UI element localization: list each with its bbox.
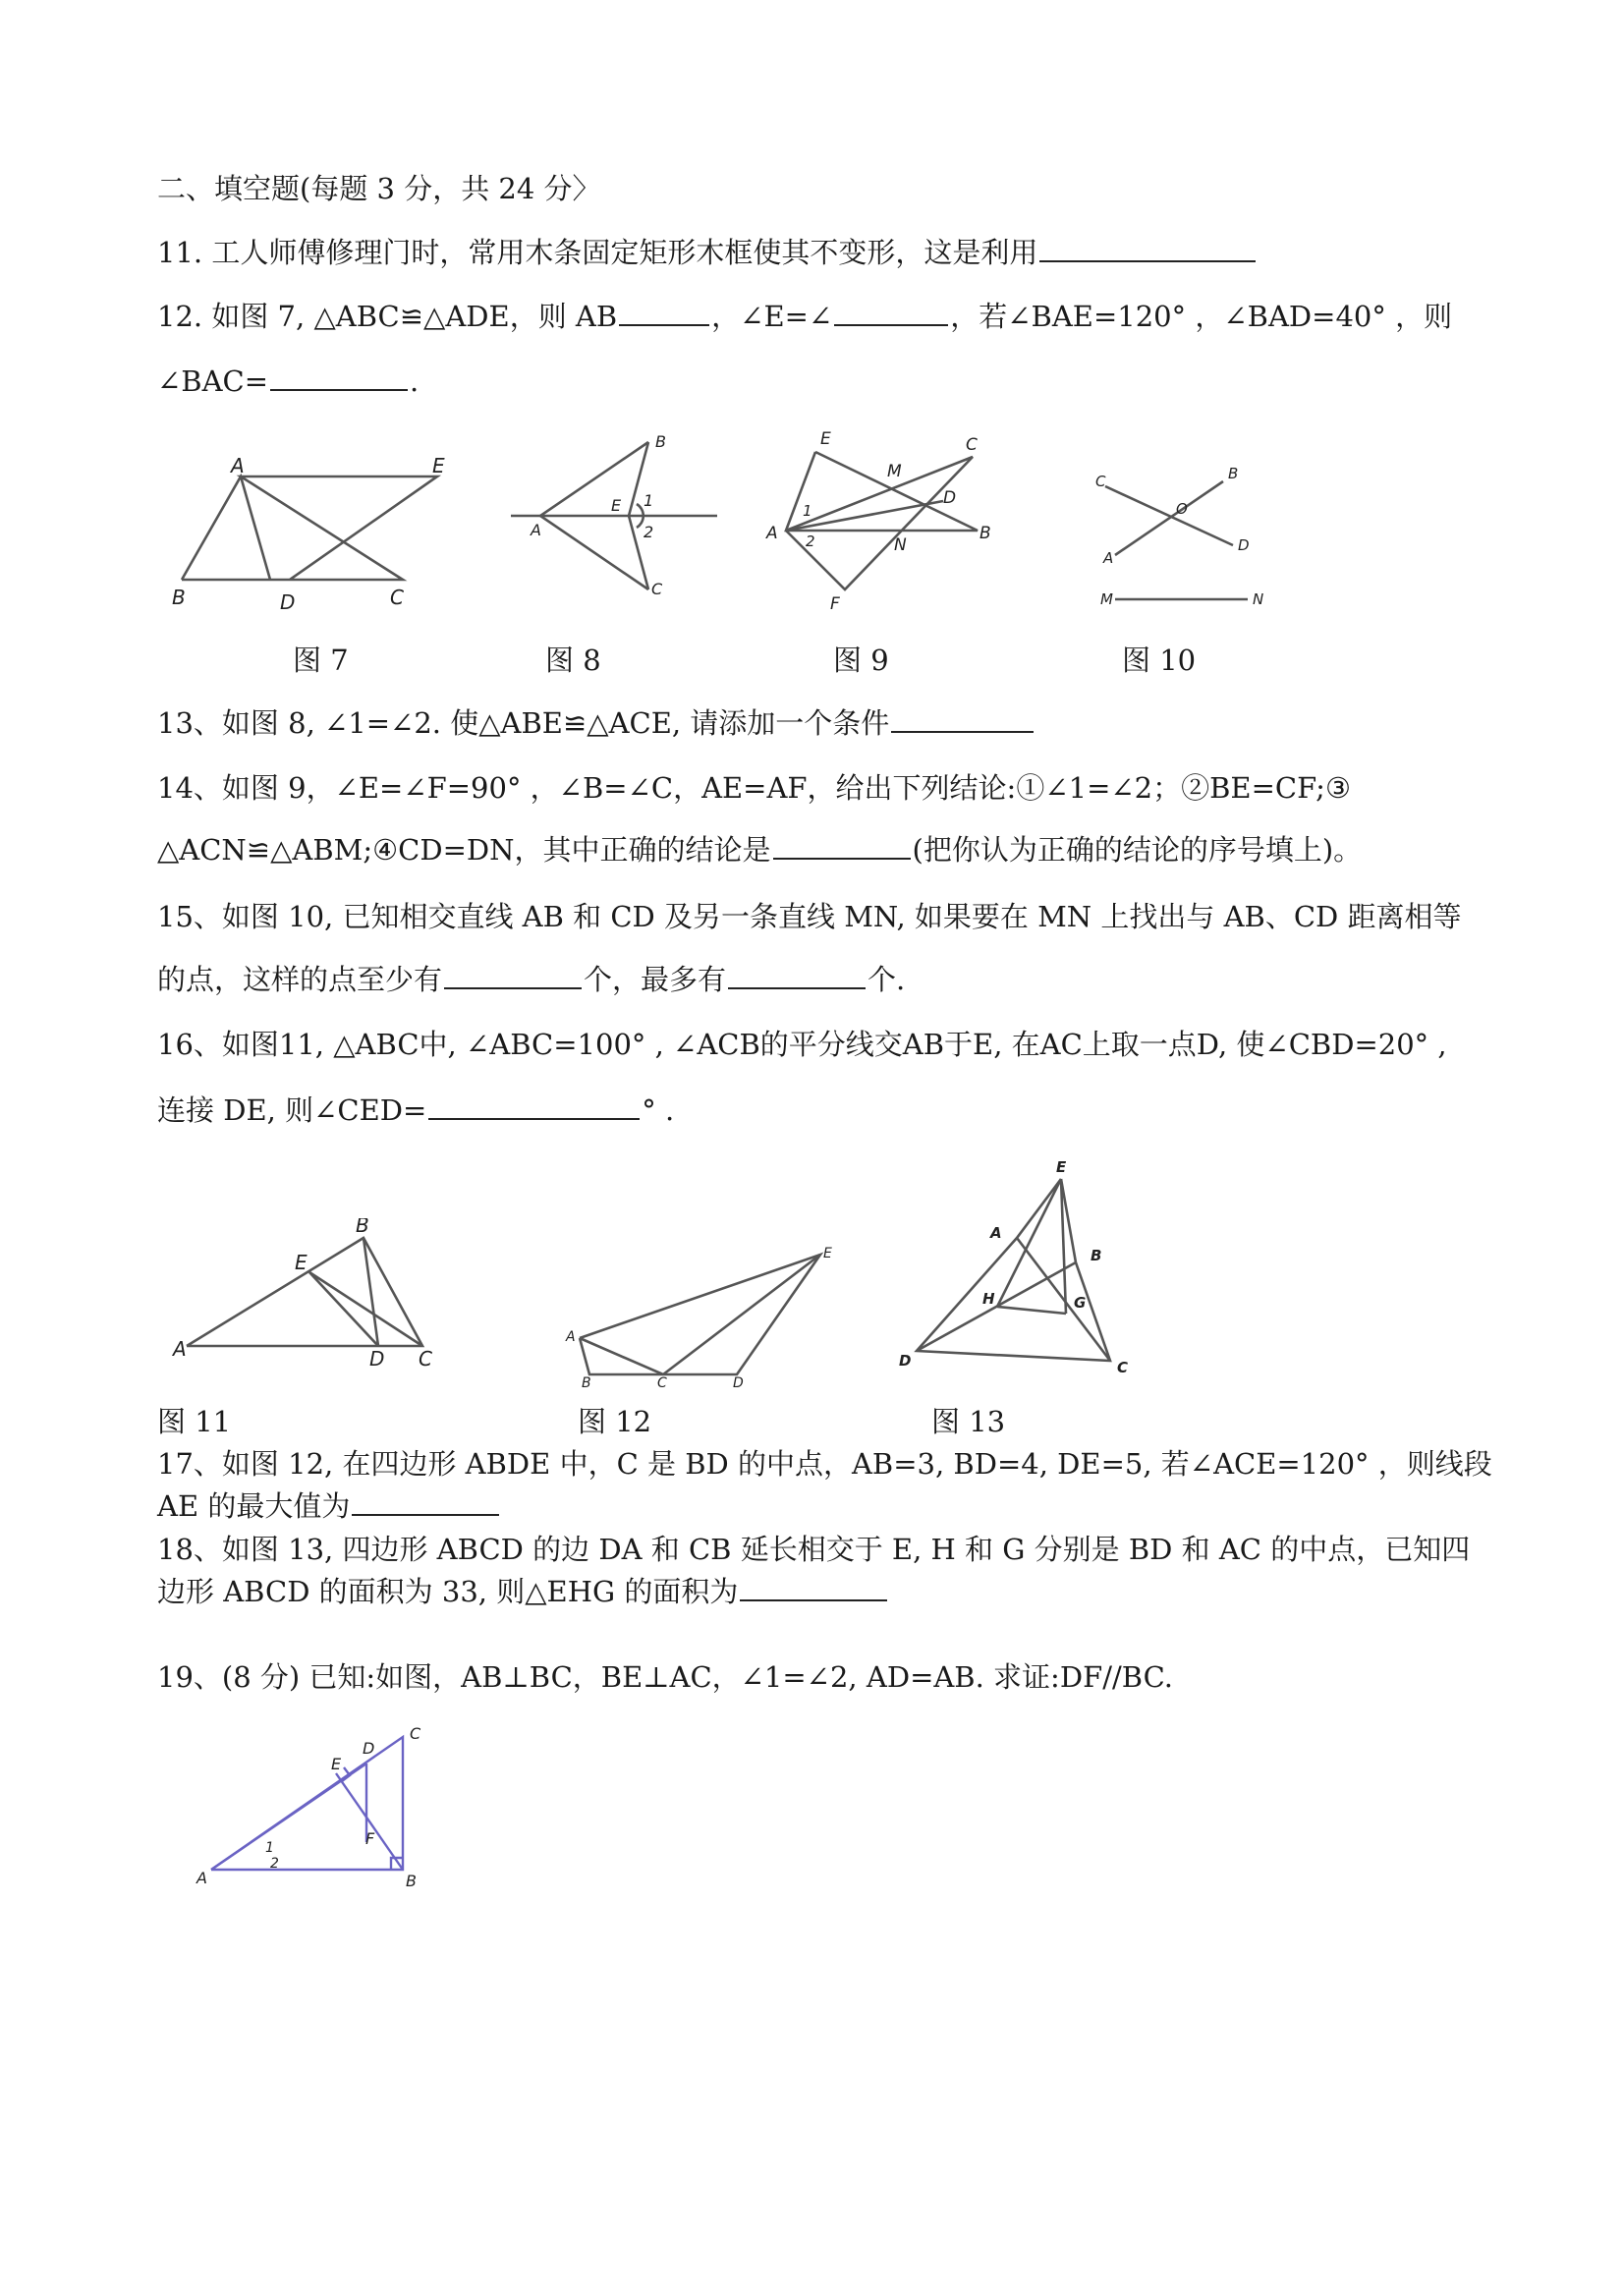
question-17-continued [157, 1486, 501, 1526]
question-15 [157, 897, 1462, 936]
question-13-text: 13、如图 8, ∠1=∠2. 使△ABE≌△ACE, 请添加一个条件 [157, 706, 890, 740]
question-17-text: 17、如图 12, 在四边形 ABDE 中，C 是 BD 的中点，AB=3, BD=4, DE=5, 若∠ACE=120° ，则线段 [157, 1447, 1492, 1481]
svg-text:B: B [1091, 1247, 1102, 1264]
question-14-text: (把你认为正确的结论的序号填上)。 [912, 833, 1363, 867]
question-12-continued [157, 362, 419, 401]
question-12 [157, 297, 1452, 336]
svg-text:M: M [1100, 590, 1113, 608]
svg-text:B: B [582, 1375, 591, 1387]
answer-blank[interactable] [352, 1488, 499, 1516]
svg-text:G: G [1074, 1294, 1087, 1312]
figure-10-caption: 图 10 [1122, 644, 1197, 677]
svg-text:A: A [196, 1869, 207, 1887]
svg-text:B: B [979, 524, 991, 543]
figure-11-caption: 图 11 [157, 1405, 232, 1438]
svg-text:2: 2 [270, 1856, 279, 1872]
figure-13-caption: 图 13 [931, 1405, 1006, 1438]
svg-text:D: D [943, 488, 957, 508]
answer-blank[interactable] [740, 1574, 887, 1601]
question-16 [157, 1025, 1447, 1064]
question-12-text: . [410, 364, 420, 398]
svg-text:A: A [531, 521, 541, 539]
answer-blank[interactable] [270, 364, 408, 391]
svg-text:E: E [611, 496, 622, 515]
question-17-text: AE 的最大值为 [157, 1489, 351, 1523]
question-18 [157, 1530, 1470, 1569]
svg-text:C: C [966, 435, 978, 455]
svg-text:E: E [823, 1246, 832, 1261]
question-14 [157, 768, 1351, 808]
svg-text:C: C [390, 586, 404, 609]
svg-text:D: D [369, 1347, 385, 1371]
question-12-text: ，∠E=∠ [711, 300, 833, 333]
svg-text:C: C [1095, 473, 1106, 490]
figure-7-caption: 图 7 [293, 644, 349, 677]
question-15-text: 的点，这样的点至少有 [157, 963, 443, 996]
answer-blank[interactable] [1039, 235, 1256, 262]
svg-text:E: E [295, 1251, 308, 1274]
figure-8 [501, 427, 727, 604]
svg-text:2: 2 [644, 523, 654, 541]
question-15-continued [157, 960, 905, 999]
section-heading: 二、填空题(每题 3 分，共 24 分〉 [157, 172, 601, 205]
svg-text:1: 1 [803, 502, 812, 520]
svg-text:A: A [1103, 549, 1114, 567]
question-18-continued [157, 1572, 889, 1611]
figure-19 [192, 1724, 447, 1901]
figure-9 [756, 422, 1022, 619]
svg-text:E: E [820, 429, 831, 449]
figure-13 [889, 1154, 1135, 1395]
svg-text:D: D [1238, 536, 1250, 554]
answer-blank[interactable] [834, 299, 948, 326]
question-16-text: ° . [642, 1093, 675, 1127]
question-17 [157, 1444, 1492, 1484]
svg-text:C: C [657, 1375, 667, 1387]
svg-text:O: O [1176, 500, 1188, 518]
figure-8-caption: 图 8 [545, 644, 601, 677]
question-16-text: 连接 DE, 则∠CED= [157, 1093, 427, 1127]
question-18-text: 18、如图 13, 四边形 ABCD 的边 DA 和 CB 延长相交于 E, H 和 G 分别是 BD 和 AC 的中点，已知四 [157, 1533, 1471, 1566]
question-11-text: 11. 工人师傅修理门时，常用木条固定矩形木框使其不变形，这是利用 [157, 236, 1038, 269]
svg-text:1: 1 [644, 491, 654, 510]
svg-text:M: M [887, 462, 902, 481]
svg-text:F: F [830, 594, 840, 614]
svg-text:A: A [566, 1329, 576, 1345]
figure-9-caption: 图 9 [833, 644, 889, 677]
answer-blank[interactable] [728, 962, 866, 989]
figure-11 [167, 1218, 452, 1371]
svg-text:B: B [1228, 465, 1239, 482]
figure-10 [1086, 457, 1292, 614]
question-14-text: △ACN≌△ABM;④CD=DN，其中正确的结论是 [157, 833, 771, 867]
svg-text:E: E [1056, 1158, 1067, 1176]
answer-blank[interactable] [428, 1092, 640, 1120]
answer-blank[interactable] [619, 299, 709, 326]
question-15-text: 个，最多有 [584, 963, 727, 996]
question-13 [157, 703, 1035, 743]
svg-text:E: E [331, 1755, 342, 1773]
question-15-text: 个. [867, 963, 906, 996]
svg-text:B: B [356, 1218, 369, 1237]
question-12-text: ∠BAC= [157, 364, 269, 398]
svg-text:N: N [1253, 590, 1264, 608]
question-15-text: 15、如图 10, 已知相交直线 AB 和 CD 及另一条直线 MN, 如果要在 MN 上找出与 AB、CD 距离相等 [157, 900, 1462, 933]
answer-blank[interactable] [891, 705, 1034, 733]
question-18-text: 边形 ABCD 的面积为 33, 则△EHG 的面积为 [157, 1575, 739, 1608]
svg-text:C: C [651, 580, 663, 598]
svg-text:N: N [894, 535, 907, 555]
svg-text:H: H [982, 1290, 995, 1308]
svg-text:E: E [432, 454, 445, 477]
svg-text:1: 1 [265, 1840, 274, 1856]
question-14-text: 14、如图 9，∠E=∠F=90° ，∠B=∠C，AE=AF，给出下列结论:①∠1=∠2；②BE=CF;③ [157, 771, 1351, 805]
figure-12 [560, 1240, 845, 1387]
question-19-text: 19、(8 分) 已知:如图，AB⊥BC，BE⊥AC，∠1=∠2, AD=AB. 求证:DF//BC. [157, 1660, 1173, 1694]
svg-text:C: C [419, 1347, 432, 1371]
figure-12-caption: 图 12 [578, 1405, 652, 1438]
answer-blank[interactable] [773, 832, 911, 860]
question-16-continued [157, 1091, 674, 1130]
answer-blank[interactable] [444, 962, 582, 989]
svg-text:D: D [363, 1739, 375, 1758]
svg-text:2: 2 [806, 532, 815, 550]
svg-text:A: A [766, 524, 778, 543]
question-14-continued [157, 830, 1362, 869]
svg-text:A: A [990, 1224, 1002, 1242]
svg-text:C: C [1117, 1359, 1129, 1376]
question-19 [157, 1657, 1173, 1697]
svg-text:B: B [172, 586, 186, 609]
question-11 [157, 233, 1258, 272]
svg-text:B: B [406, 1872, 417, 1890]
svg-text:C: C [410, 1724, 421, 1743]
svg-text:D: D [899, 1352, 912, 1370]
question-12-text: 12. 如图 7, △ABC≌△ADE，则 AB [157, 300, 618, 333]
question-16-text: 16、如图11, △ABC中, ∠ABC=100° , ∠ACB的平分线交AB于E, 在AC上取一点D, 使∠CBD=20° , [157, 1028, 1447, 1061]
svg-text:D: D [733, 1375, 744, 1387]
svg-text:A: A [231, 454, 245, 477]
svg-text:A: A [173, 1337, 187, 1361]
question-12-text: ，若∠BAE=120° ，∠BAD=40° ，则 [950, 300, 1453, 333]
svg-text:F: F [365, 1829, 375, 1848]
figure-7 [162, 447, 457, 619]
svg-text:D: D [280, 590, 296, 614]
svg-text:B: B [655, 432, 666, 451]
